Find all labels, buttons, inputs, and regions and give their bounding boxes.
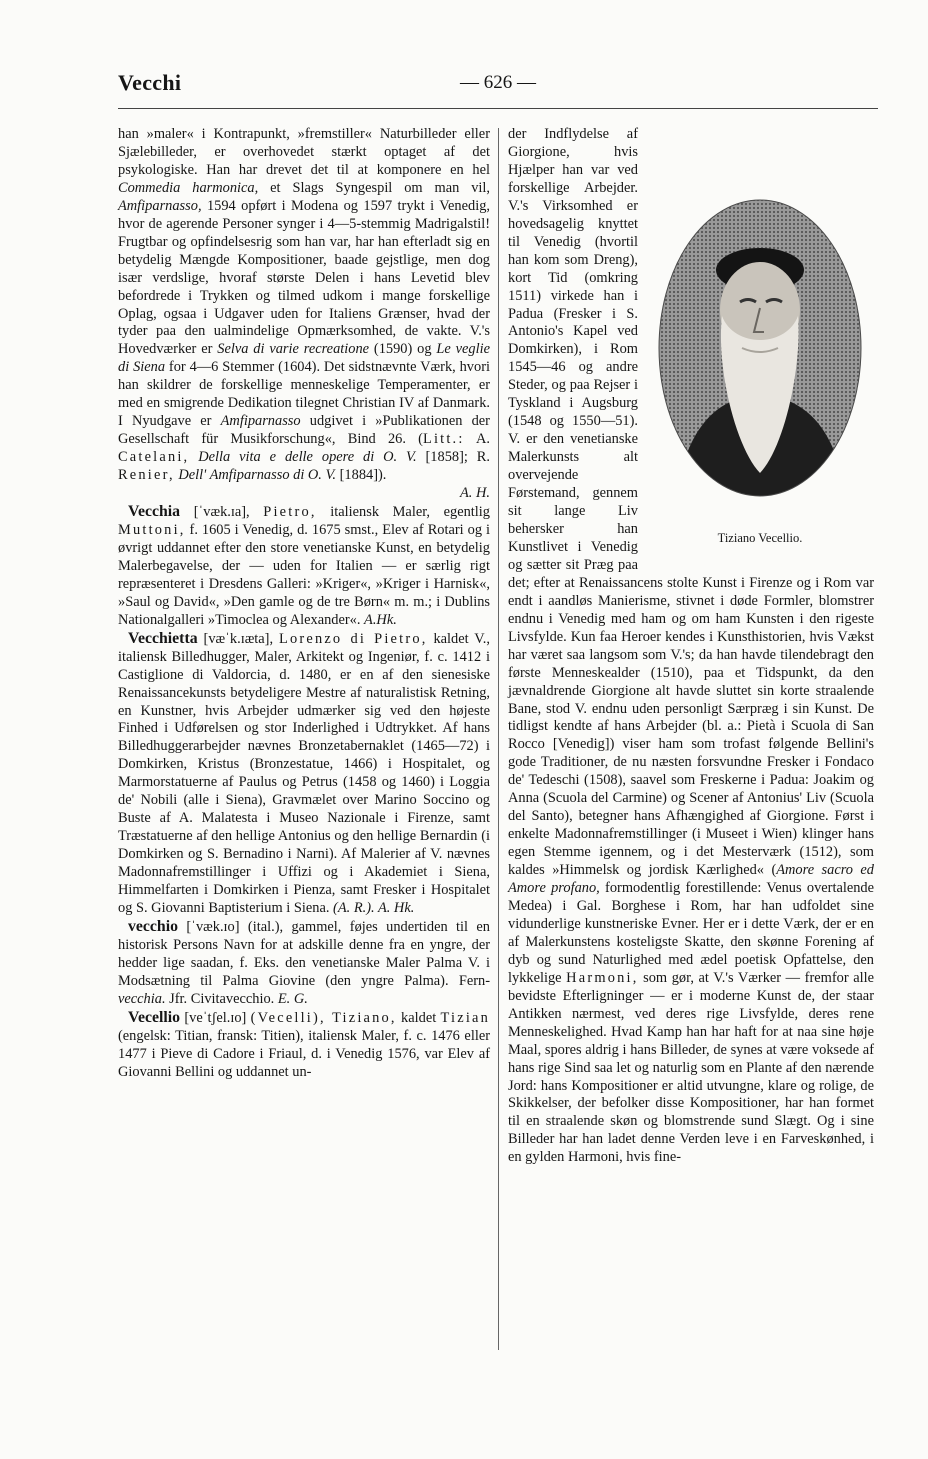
signature: A.Hk. <box>364 611 397 628</box>
headword: Vecchia <box>128 503 181 521</box>
signature: E. G. <box>277 990 308 1007</box>
portrait-figure <box>646 198 874 556</box>
entry-vecchio: vecchio [ˈvæk.ɪo] (ital.), gammel, føjes undertiden til en historisk Persons Navn for at adskille denne fra en yngre, der hedder lige saadan, f. Eks. den venetianske Maler Palma V. i Modsætning til Palma Giovine (den yngre Palma). Fern-vecchia. Jfr. Civitavecchio. E. G. <box>118 917 490 1007</box>
headword: Vecchietta <box>128 629 198 647</box>
entry-vecellio: Vecellio [veˈtʃel.ɪo] (Vecelli), Tiziano, kaldet Tizian (engelsk: Titian, fransk: Titien), italiensk Maler, f. c. 1476 eller 1477 i Pieve di Cadore i Friaul, d. i Venedig 1576, var Elev af Giovanni Bellini og uddannet un- <box>118 1008 490 1080</box>
paragraph-vecellio-continued: der Indflydelse af Giorgione, hvis Hjælper han var ved forskellige Arbejder. V.'s Virksomhed er hovedsagelig knyttet til Venedig (hvortil han kom som Dreng), kort Tid (omkring 1511) virkede han i Padua (Fresker i S. Antonio's Kapel ved Domkirken), i Rom 1545—46 og andre Steder, og paa Rejser i Tyskland i Augsburg (1548 og 1550—51). V. er den venetianske Malerkunsts alt overvejende Førstemand, gennem sit lange Liv behersker han Kunstlivet i Venedig og sætter sit Præg paa det; efter at Renaissancens stolte Kunst i Firenze og i Rom var endt i aandløs Manierisme, stivnet i døde Formler, blomstrer endnu i Venedig med ham og om ham Kunsten i den rigeste Livsfylde. Kun faa Heroer kendes i Kunsthistorien, hvis Vækst har været saa langsom som V.'s; da han havde tilendebragt den første Menneskealder (1510), paa et Tidspunkt, da den jævnaldrende Giorgione alt havde sluttet sin korte straalende Bane, stod V. endnu uden personligt Særpræg i sin Kunst. De tidligst kendte af hans Arbejder (bl. a.: Pietà i Scuola di San Rocco [Venedig]) viser ham som trofast følgende Bellini's gode Traditioner, de nu næsten forsvundne Fresker i Fondaco de' Tedeschi (1508), saavel som Freskerne i Padua: Joakim og Anna (Scuola del Carmine) og Scener af Antonius' Liv (Scuola del Santo), betegner hans Afhængighed af Giorgione. Først i enkelte Madonnafremstillinger (i Museet i Wien) klinger hans egen Stemme igennem, og i det Mesterværk (1512), som kaldes »Himmelsk og jordisk Kærlighed« (Amore sacro ed Amore profano, formodentlig forestillende: Venus overtalende Medea) i Gal. Borghese i Rom, har han udfoldet sine vidunderlige kunstneriske Evner. Her er i dette Værk, der er en af Malerkunstens kosteligste Skatte, den skønne Forening af dyb og sund Naturlighed med ædel poetisk Opfattelse, den lykkelige Harmoni, som gør, at V.'s Værker — fremfor alle bevidste Efterligninger — er i moderne Kunst de, der staar Antikken nærmest, ved deres rige Livsfylde, deres rene Menneskelighed. Hvad Kamp han har haft for at naa sine høje Maal, spores aldrig i hans Billeder, de synes at være voksede af hans rige Sind saa let og naturlig som en Plante af den nærende Jord: hans Kompositioner er altid utvungne, klare og rolige, de Skikkelser, der befolker disse Kompositioner, har han formet til en straalende skøn og blomstrende sund Slægt. Og i sine Billeder har han ladet denne Verden leve i en Farveskønhed, i en gylden Harmoni, hvis fine- <box>508 126 874 1166</box>
paragraph-vecchi-continued: han »maler« i Kontrapunkt, »fremstiller« Naturbilleder eller Sjælebilleder, er overhovedet stærkt optaget af det psykologiske. Han har drevet det til at komponere en hel Commedia harmonica, et Slags Syngespil om man vil, Amfiparnasso, 1594 opført i Modena og 1597 trykt i Venedig, hvor de agerende Personer synger i 4—5-stemmig Madrigalstil! Frugtbar og opfindelsesrig som han var, har han efterladt sig en betydelig Mængde Kompositioner, baade gejstlige, men dog især verdslige, hvoraf største Delen i hans Levetid blev befordrede i Trykken og tilmed udkom i mange forskellige Oplag, ogsaa i Udgaver uden for Italiens Grænser, hvad der tyder paa den ualmindelige Opmærksomhed, de vakte. V.'s Hovedværker er Selva di varie recreatione (1590) og Le veglie di Siena for 4—6 Stemmer (1604). Det sidstnævnte Værk, hvori han skildrer de forskellige menneskelige Temperamenter, er med en smigrende Dedikation tilegnet Christian IV af Danmark. I Nyudgave er Amfiparnasso udgivet i »Publikationen der Gesellschaft für Musikforschung«, Bind 26. (Litt.: A. Catelani, Della vita e delle opere di O. V. [1858]; R. Renier, Dell' Amfiparnasso di O. V. [1884]). A. H. <box>118 126 491 502</box>
page-header <box>118 70 878 100</box>
portrait-caption: Tiziano Vecellio. <box>717 531 803 545</box>
header-rule <box>118 108 878 109</box>
left-column <box>118 126 490 1082</box>
column-divider <box>498 128 499 1350</box>
right-column <box>508 126 874 1167</box>
entry-vecchietta: Vecchietta [væˈk.ɪæta], Lorenzo di Pietro, kaldet V., italiensk Billedhugger, Maler, Arkitekt og Ingeniør, f. c. 1412 i Castiglione di Valdorcia, d. 1480, er en af den sienesiske Renaissancekunsts betydeligere Mestre af naturalistisk Retning, en Kunstner, hvis Arbejder udmærker sig ved den højeste Finhed i Udførelsen og stor Inderlighed i Udtrykket. Af hans Billedhuggerarbejder nævnes Bronzetabernaklet (1465—72) i Domkirken, Kristus (Bronzestatue, 1466) i Hospitalet, og Marmorstatuerne af Paulus og Petrus (1458 og 1460) i Loggia de' Nobili (alle i Siena), Gravmælet over Marino Soccino og Buste af A. Malatesta i Museo Nazionale i Firenze, samt Træstatuerne af den hellige Antonius og den hellige Bernardin (i Domkirken og S. Bernadino i Narni). Af Malerier af V. nævnes Madonnafremstillinger i Uffizi og i Akademiet i Siena, Himmelfarten i Domkirken i Pienza, samt Fresker i Hospitalet og S. Giovanni Baptisterium i Siena. (A. R.). A. Hk. <box>118 629 490 916</box>
running-head: Vecchi <box>118 70 182 95</box>
headword: vecchio <box>128 917 179 935</box>
entry-vecchia: Vecchia [ˈvæk.ɪa], Pietro, italiensk Maler, egentlig Muttoni, f. 1605 i Venedig, d. 1675 smst., Elev af Rotari og i øvrigt uddannet efter den store venetianske Kunst, en betydelig Malerbegavelse, der — uden for Italien — er særlig rigt repræsenteret i Dresdens Galleri: »Kriger«, »Kriger i Harnisk«, »Saul og David«, »Den gamle og de tre Børn« m. m.; i Dublins Nationalgalleri »Timoclea og Alexander«. A.Hk. <box>118 503 490 628</box>
signature: A. H. <box>460 485 490 502</box>
signature: (A. R.). A. Hk. <box>333 899 415 916</box>
headword: Vecellio <box>128 1008 181 1026</box>
portrait-image <box>656 198 864 528</box>
page-number: — 626 — <box>460 72 536 93</box>
